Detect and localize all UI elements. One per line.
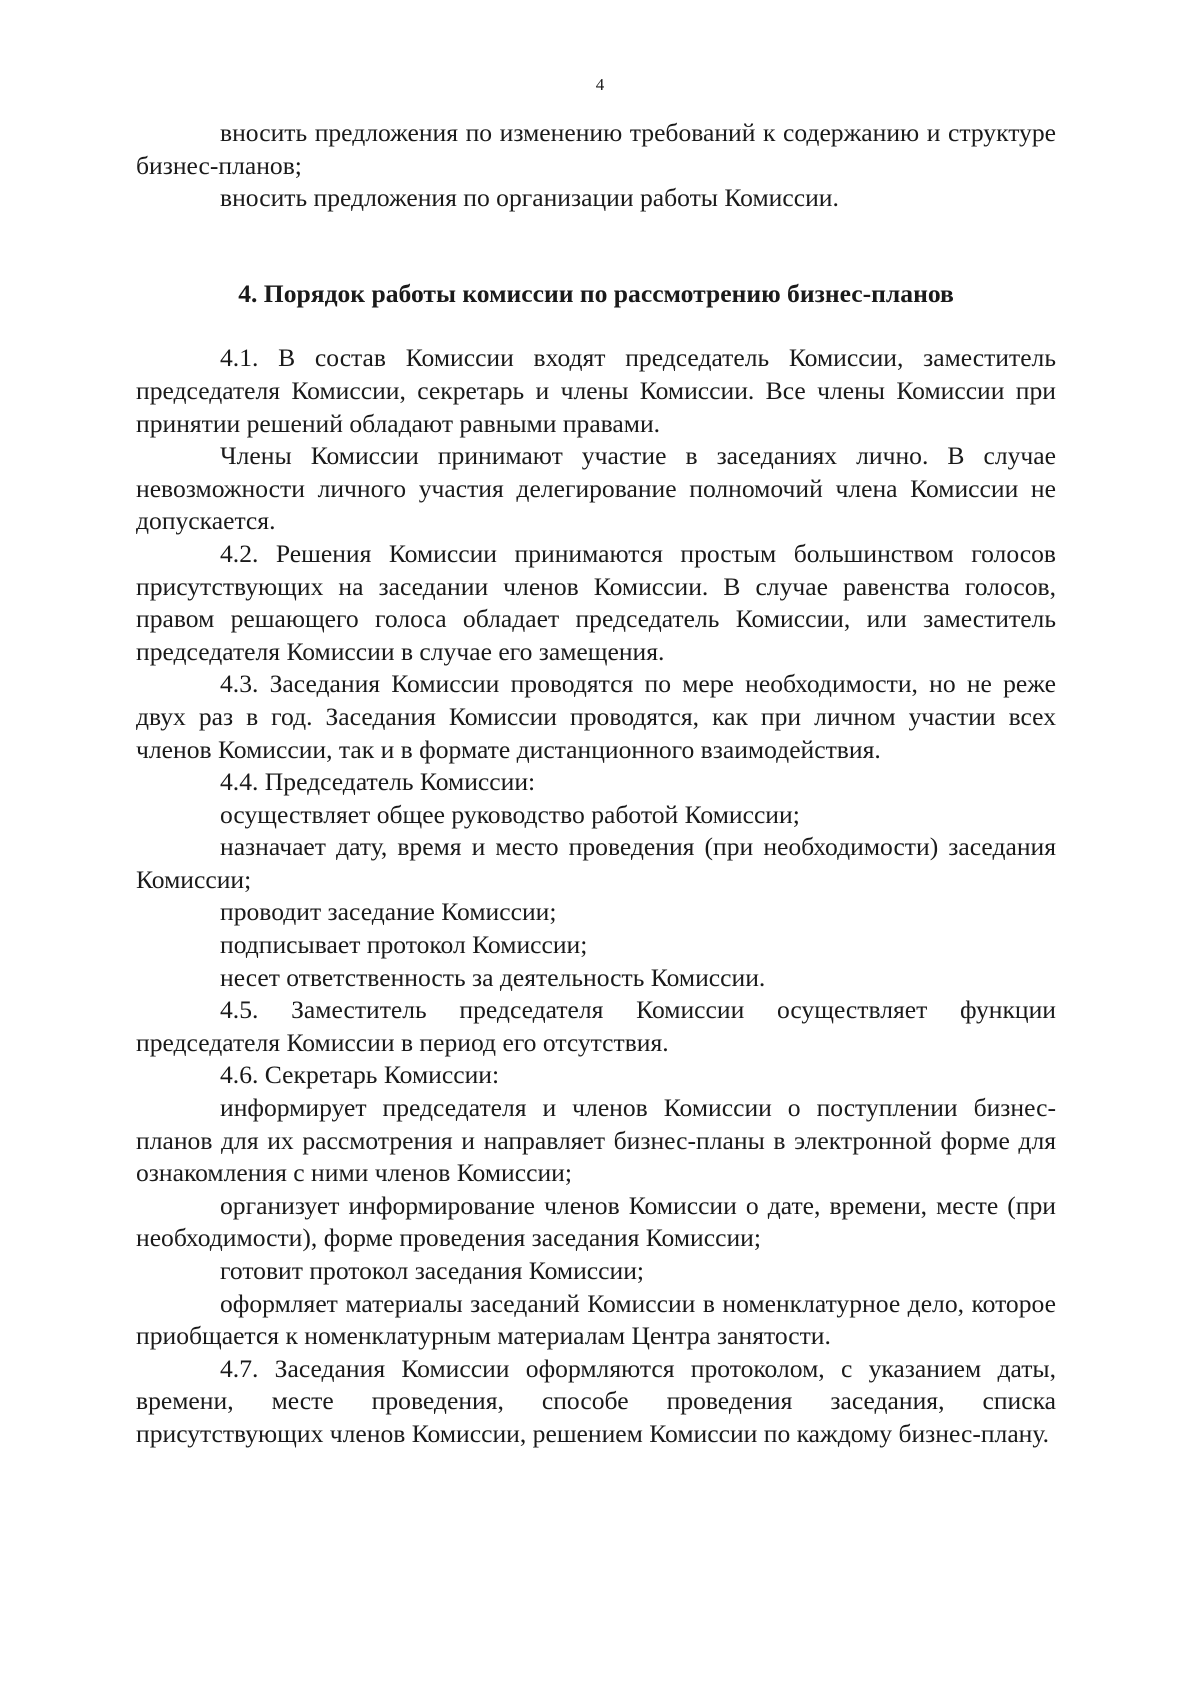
paragraph-4-2: 4.2. Решения Комиссии принимаются простым большинством голосов присутствующих на заседании членов Комиссии. В случае равенства голосов, правом решающего голоса обладает председатель Комиссии, или заместитель председателя Комиссии в случае его замещения. xyxy=(136,538,1056,666)
page-number: 4 xyxy=(595,75,605,94)
intro-paragraph-1: вносить предложения по изменению требований к содержанию и структуре бизнес-планов; xyxy=(136,118,1056,180)
list-item: осуществляет общее руководство работой Комиссии; xyxy=(220,799,800,829)
paragraph-4-7: 4.7. Заседания Комиссии оформляются протоколом, с указанием даты, времени, месте проведения, способе проведения заседания, списка присутствующих членов Комиссии, решением Комиссии по каждому бизнес-плану. xyxy=(136,1353,1056,1448)
spacer xyxy=(136,310,1056,342)
list-item: подписывает протокол Комиссии; xyxy=(220,930,588,960)
list-item: несет ответственность за деятельность Комиссии. xyxy=(220,962,766,992)
paragraph-4-6: 4.6. Секретарь Комиссии: xyxy=(220,1060,500,1090)
intro-paragraph-2: вносить предложения по организации работы Комиссии. xyxy=(220,183,839,213)
section-heading: 4. Порядок работы комиссии по рассмотрению бизнес-планов xyxy=(238,278,954,308)
paragraph-4-4: 4.4. Председатель Комиссии: xyxy=(220,767,536,797)
list-item: информирует председателя и членов Комиссии о поступлении бизнес-планов для их рассмотрения и направляет бизнес-планы в электронной форме для ознакомления с ними членов Комиссии; xyxy=(136,1093,1056,1188)
list-item: организует информирование членов Комиссии о дате, времени, месте (при необходимости), форме проведения заседания Комиссии; xyxy=(136,1190,1056,1253)
list-item: проводит заседание Комиссии; xyxy=(220,897,557,927)
paragraph-4-1: 4.1. В состав Комиссии входят председатель Комиссии, заместитель председателя Комиссии, секретарь и члены Комиссии. Все члены Комиссии при принятии решений обладают равными правами. xyxy=(136,343,1056,438)
list-item: оформляет материалы заседаний Комиссии в номенклатурное дело, которое приобщается к номенклатурным материалам Центра занятости. xyxy=(136,1288,1056,1351)
paragraph-4-5: 4.5. Заместитель председателя Комиссии осуществляет функции председателя Комиссии в период его отсутствия. xyxy=(136,995,1056,1057)
document-body xyxy=(136,117,1056,1451)
list-item: назначает дату, время и место проведения (при необходимости) заседания Комиссии; xyxy=(136,832,1056,894)
list-item: готовит протокол заседания Комиссии; xyxy=(220,1256,645,1285)
spacer xyxy=(136,215,1056,278)
paragraph-4-3: 4.3. Заседания Комиссии проводятся по мере необходимости, но не реже двух раз в год. Заседания Комиссии проводятся, как при личном участии всех членов Комиссии, так и в формате дистанционного взаимодействия. xyxy=(136,669,1056,764)
paragraph-members-participation: Члены Комиссии принимают участие в заседаниях лично. В случае невозможности личного участия делегирование полномочий члена Комиссии не допускается. xyxy=(136,441,1056,536)
